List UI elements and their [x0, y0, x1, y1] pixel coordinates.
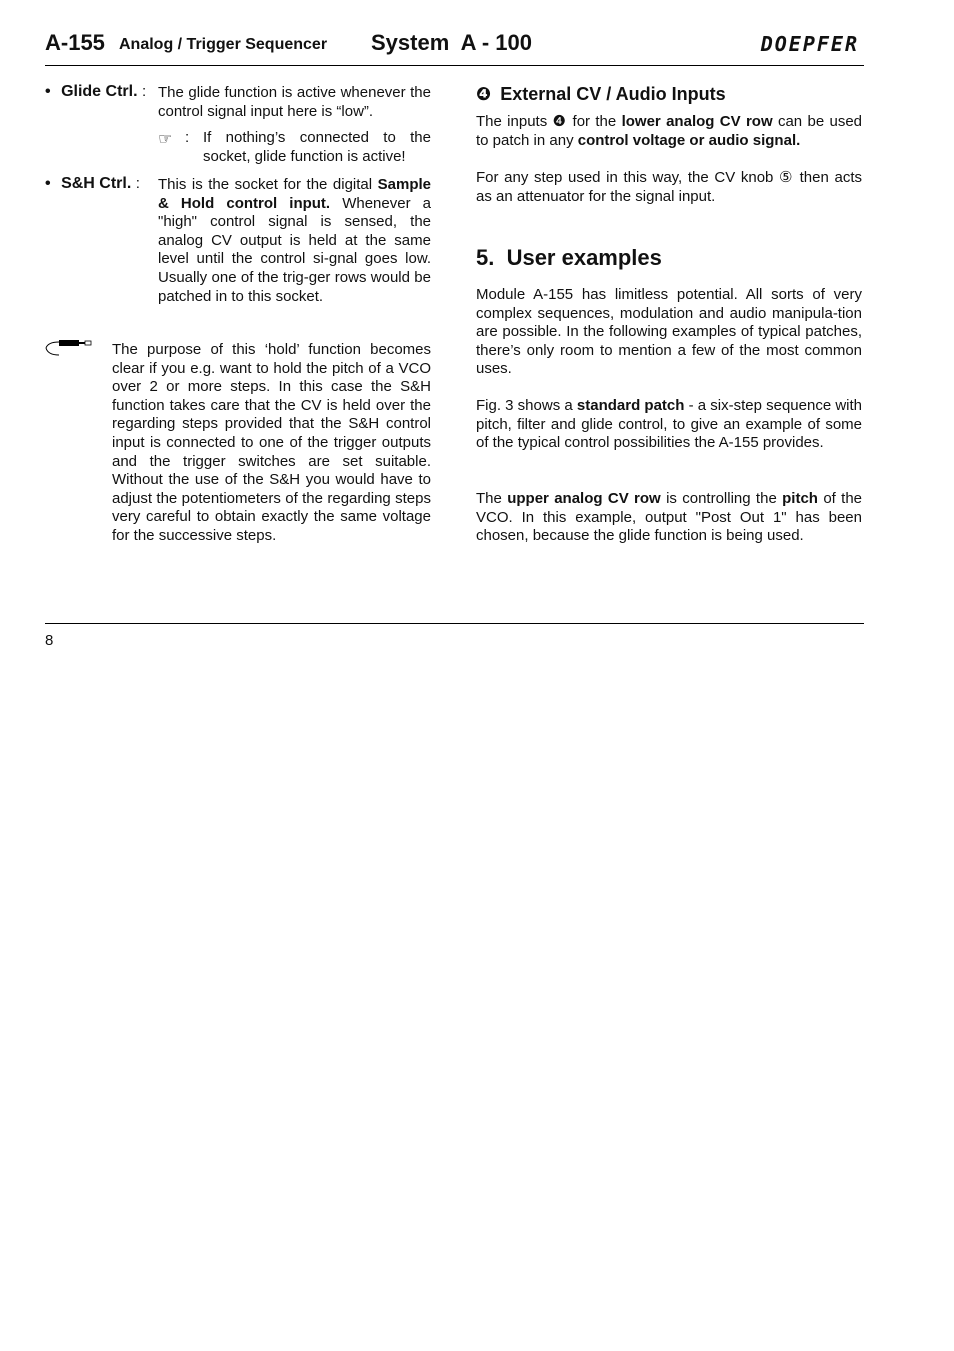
glide-ctrl-note: If nothing’s connected to the socket, glide function is active! [203, 129, 431, 165]
sh-ctrl-text: This is the socket for the digital Sample & Hold control input. Whenever a "high" control signal is sensed, the analog CV output is held at the same level until the control si-gnal goes low. Usually one of the trig-ger rows would be patched in to this socket. [158, 176, 432, 305]
module-subtitle: Analog / Trigger Sequencer [119, 36, 328, 53]
patch-cable-icon [45, 340, 95, 356]
page-number: 8 [45, 632, 54, 649]
section-4-heading [476, 84, 726, 105]
section-4-title: External CV / Audio Inputs [500, 84, 726, 104]
glide-note-colon: : [185, 129, 190, 146]
glide-ctrl-label [45, 83, 146, 101]
sh-ctrl-colon: : [135, 175, 140, 192]
module-number: A-155 [45, 30, 105, 55]
sh-ctrl-label [45, 175, 140, 193]
section-4-number: ❹ [476, 84, 492, 104]
section-4-paragraph-1: The inputs ❹ for the lower analog CV row can be used to patch in any control voltage or audio signal. [476, 113, 863, 149]
glide-ctrl-colon: : [141, 83, 147, 100]
bullet: • [45, 175, 51, 192]
footer-rule [45, 623, 864, 624]
glide-ctrl-text: The glide function is active whenever the control signal input here is “low”. [158, 84, 431, 120]
page-header [45, 28, 863, 66]
pointing-hand-icon: ☞ [158, 131, 173, 148]
sh-ctrl-title: S&H Ctrl. [61, 175, 132, 192]
doepfer-logo: DOEPFER [760, 32, 859, 56]
section-5-paragraph-1: Module A-155 has limitless potential. All sorts of very complex sequences, modulation and audio manipula-tion are possible. In the following examples of typical patches, there’s only room to mention a few of the most common uses. [476, 286, 862, 378]
glide-ctrl-title: Glide Ctrl. [61, 83, 138, 100]
section-4-paragraph-2: For any step used in this way, the CV knob ⑤ then acts as an attenuator for the signal input. [476, 169, 862, 205]
section-5-paragraph-3: The upper analog CV row is controlling the pitch of the VCO. In this example, output "Post Out 1" has been chosen, because the glide function is being used. [476, 490, 863, 545]
section-5-paragraph-2: Fig. 3 shows a standard patch - a six-step sequence with pitch, filter and glide control, to give an example of some of the typical control possibilities the A-155 provides. [476, 397, 863, 452]
bullet: • [45, 83, 51, 100]
section-5-heading: 5. User examples [476, 245, 662, 270]
hold-note-text: The purpose of this ‘hold’ function becomes clear if you e.g. want to hold the pitch of a VCO over 2 or more steps. In this case the S&H function takes care that the CV is held over the regarding steps provided that the S&H control input is connected to one of the trigger outputs and the trigger switches are set suitable. Without the use of the S&H you would have to adjust the potentiometers of the regarding steps very careful to obtain exactly the same voltage for the successive steps. [112, 341, 431, 544]
system-title: System A - 100 [371, 30, 533, 55]
header-rule [45, 65, 864, 66]
